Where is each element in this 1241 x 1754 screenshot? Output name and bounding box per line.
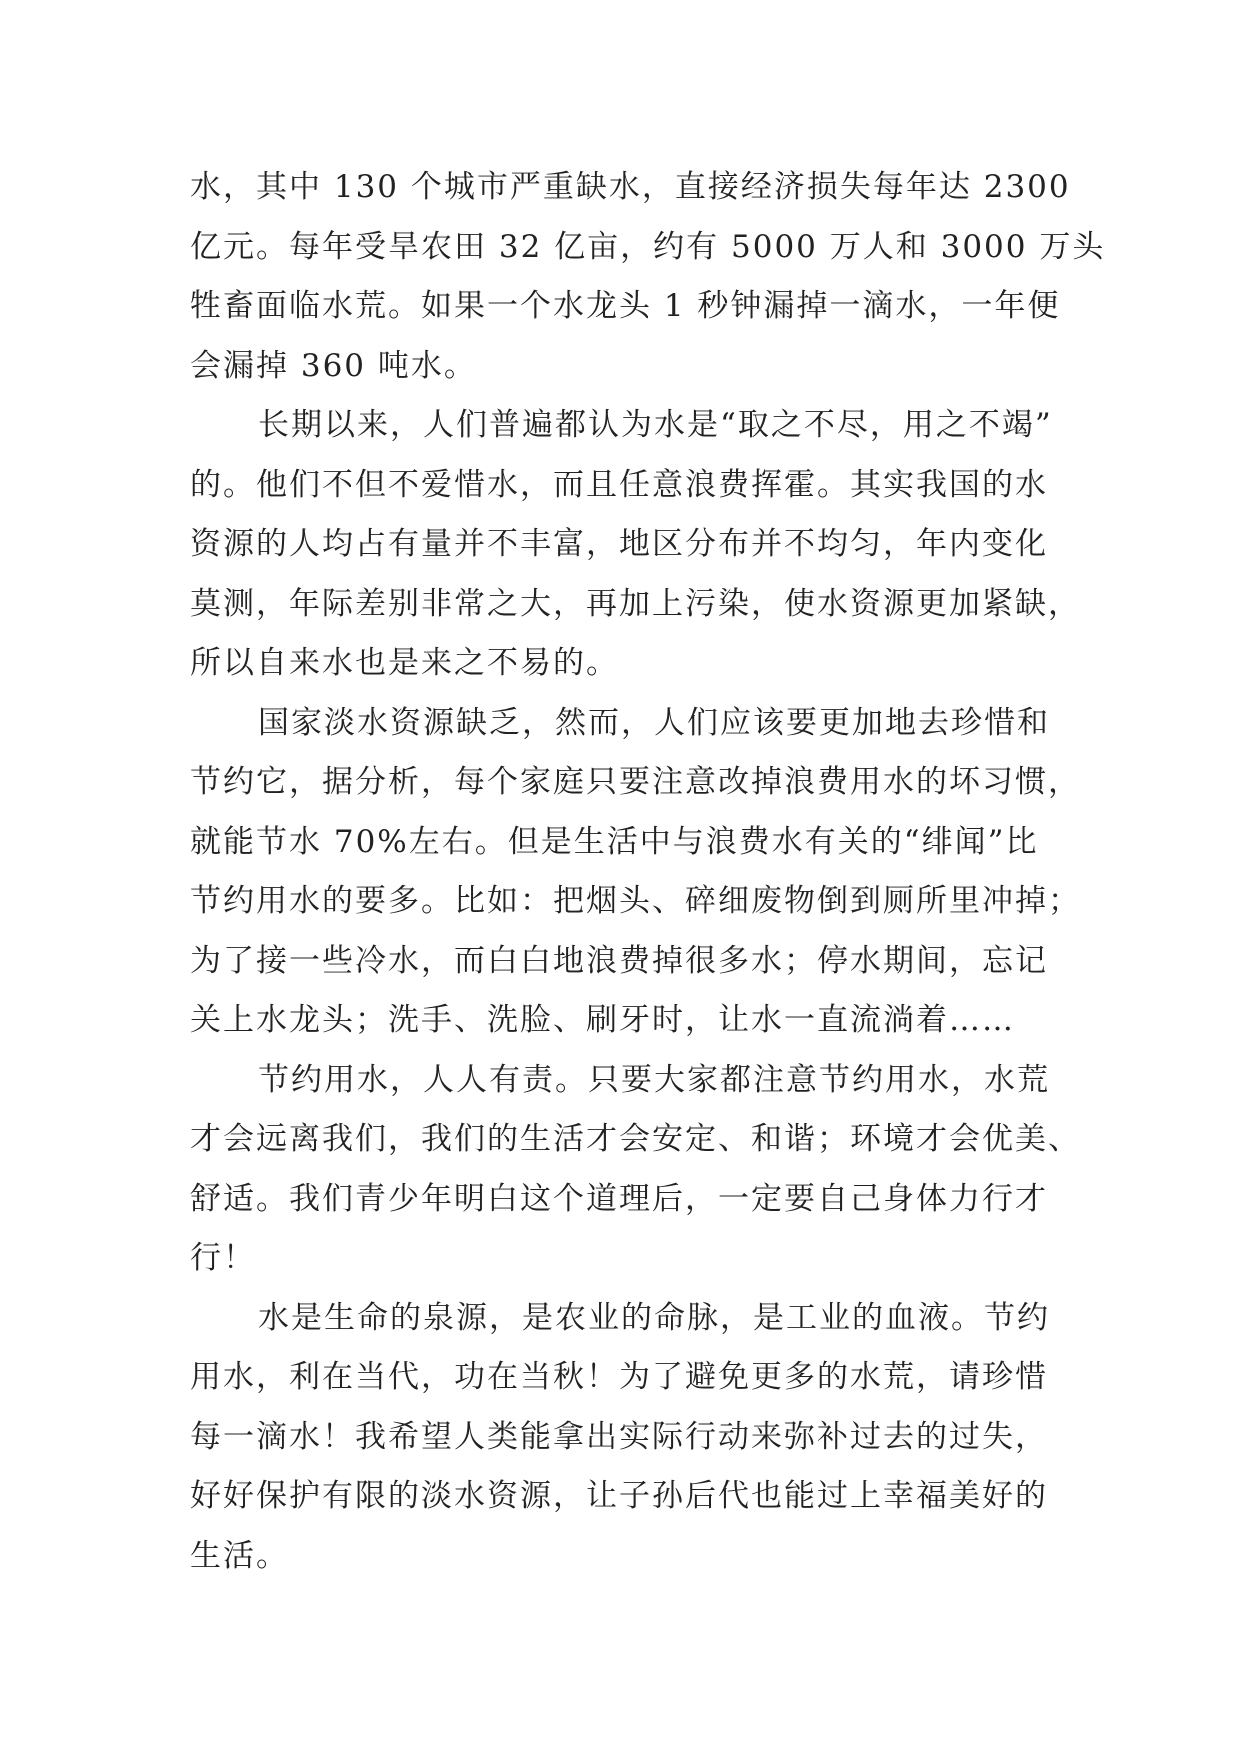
text-line: 的。他们不但不爱惜水，而且任意浪费挥霍。其实我国的水 bbox=[190, 466, 1048, 503]
text-line: 好好保护有限的淡水资源，让子孙后代也能过上幸福美好的 bbox=[190, 1478, 1048, 1514]
text-line: 资源的人均占有量并不丰富，地区分布并不均匀，年内变化 bbox=[190, 526, 1048, 562]
text-line: 水，其中 130 个城市严重缺水，直接经济损失每年达 2300 bbox=[190, 169, 1071, 205]
text-line: 国家淡水资源缺乏，然而，人们应该要更加地去珍惜和 bbox=[258, 704, 1050, 741]
text-line: 行！ bbox=[190, 1240, 256, 1276]
paragraph-1 bbox=[190, 158, 1106, 396]
text-line: 莫测，年际差别非常之大，再加上污染，使水资源更加紧缺， bbox=[190, 585, 1081, 622]
text-line: 所以自来水也是来之不易的。 bbox=[190, 645, 619, 681]
text-line: 就能节水 70%左右。但是生活中与浪费水有关的“绯闻”比 bbox=[190, 823, 1039, 860]
text-line: 舒适。我们青少年明白这个道理后，一定要自己身体力行才 bbox=[190, 1180, 1048, 1217]
text-line: 为了接一些冷水，而白白地浪费掉很多水；停水期间，忘记 bbox=[190, 942, 1048, 979]
text-line: 节约用水，人人有责。只要大家都注意节约用水，水荒 bbox=[258, 1061, 1050, 1098]
text-line: 关上水龙头；洗手、洗脸、刷牙时，让水一直流淌着…… bbox=[190, 1002, 1015, 1038]
text-line: 才会远离我们，我们的生活才会安定、和谐；环境才会优美、 bbox=[190, 1121, 1081, 1157]
text-line: 水是生命的泉源，是农业的命脉，是工业的血液。节约 bbox=[258, 1299, 1050, 1336]
paragraph-4 bbox=[190, 1051, 1081, 1289]
text-line: 节约用水的要多。比如：把烟头、碎细废物倒到厕所里冲掉； bbox=[190, 883, 1081, 919]
text-line: 用水，利在当代，功在当秋！为了避免更多的水荒，请珍惜 bbox=[190, 1359, 1048, 1395]
paragraph-3 bbox=[190, 694, 1081, 1051]
text-line: 生活。 bbox=[190, 1537, 289, 1574]
text-line: 每一滴水！我希望人类能拿出实际行动来弥补过去的过失， bbox=[190, 1418, 1048, 1455]
paragraph-5 bbox=[190, 1289, 1050, 1587]
text-line: 长期以来，人们普遍都认为水是“取之不尽，用之不竭” bbox=[258, 407, 1053, 443]
text-line: 节约它，据分析，每个家庭只要注意改掉浪费用水的坏习惯， bbox=[190, 764, 1081, 800]
text-line: 会漏掉 360 吨水。 bbox=[190, 347, 477, 384]
text-line: 牲畜面临水荒。如果一个水龙头 1 秒钟漏掉一滴水，一年便 bbox=[190, 288, 1061, 324]
document-body bbox=[190, 158, 1106, 1586]
text-line: 亿元。每年受旱农田 32 亿亩，约有 5000 万人和 3000 万头 bbox=[190, 228, 1106, 265]
paragraph-2 bbox=[190, 396, 1081, 694]
